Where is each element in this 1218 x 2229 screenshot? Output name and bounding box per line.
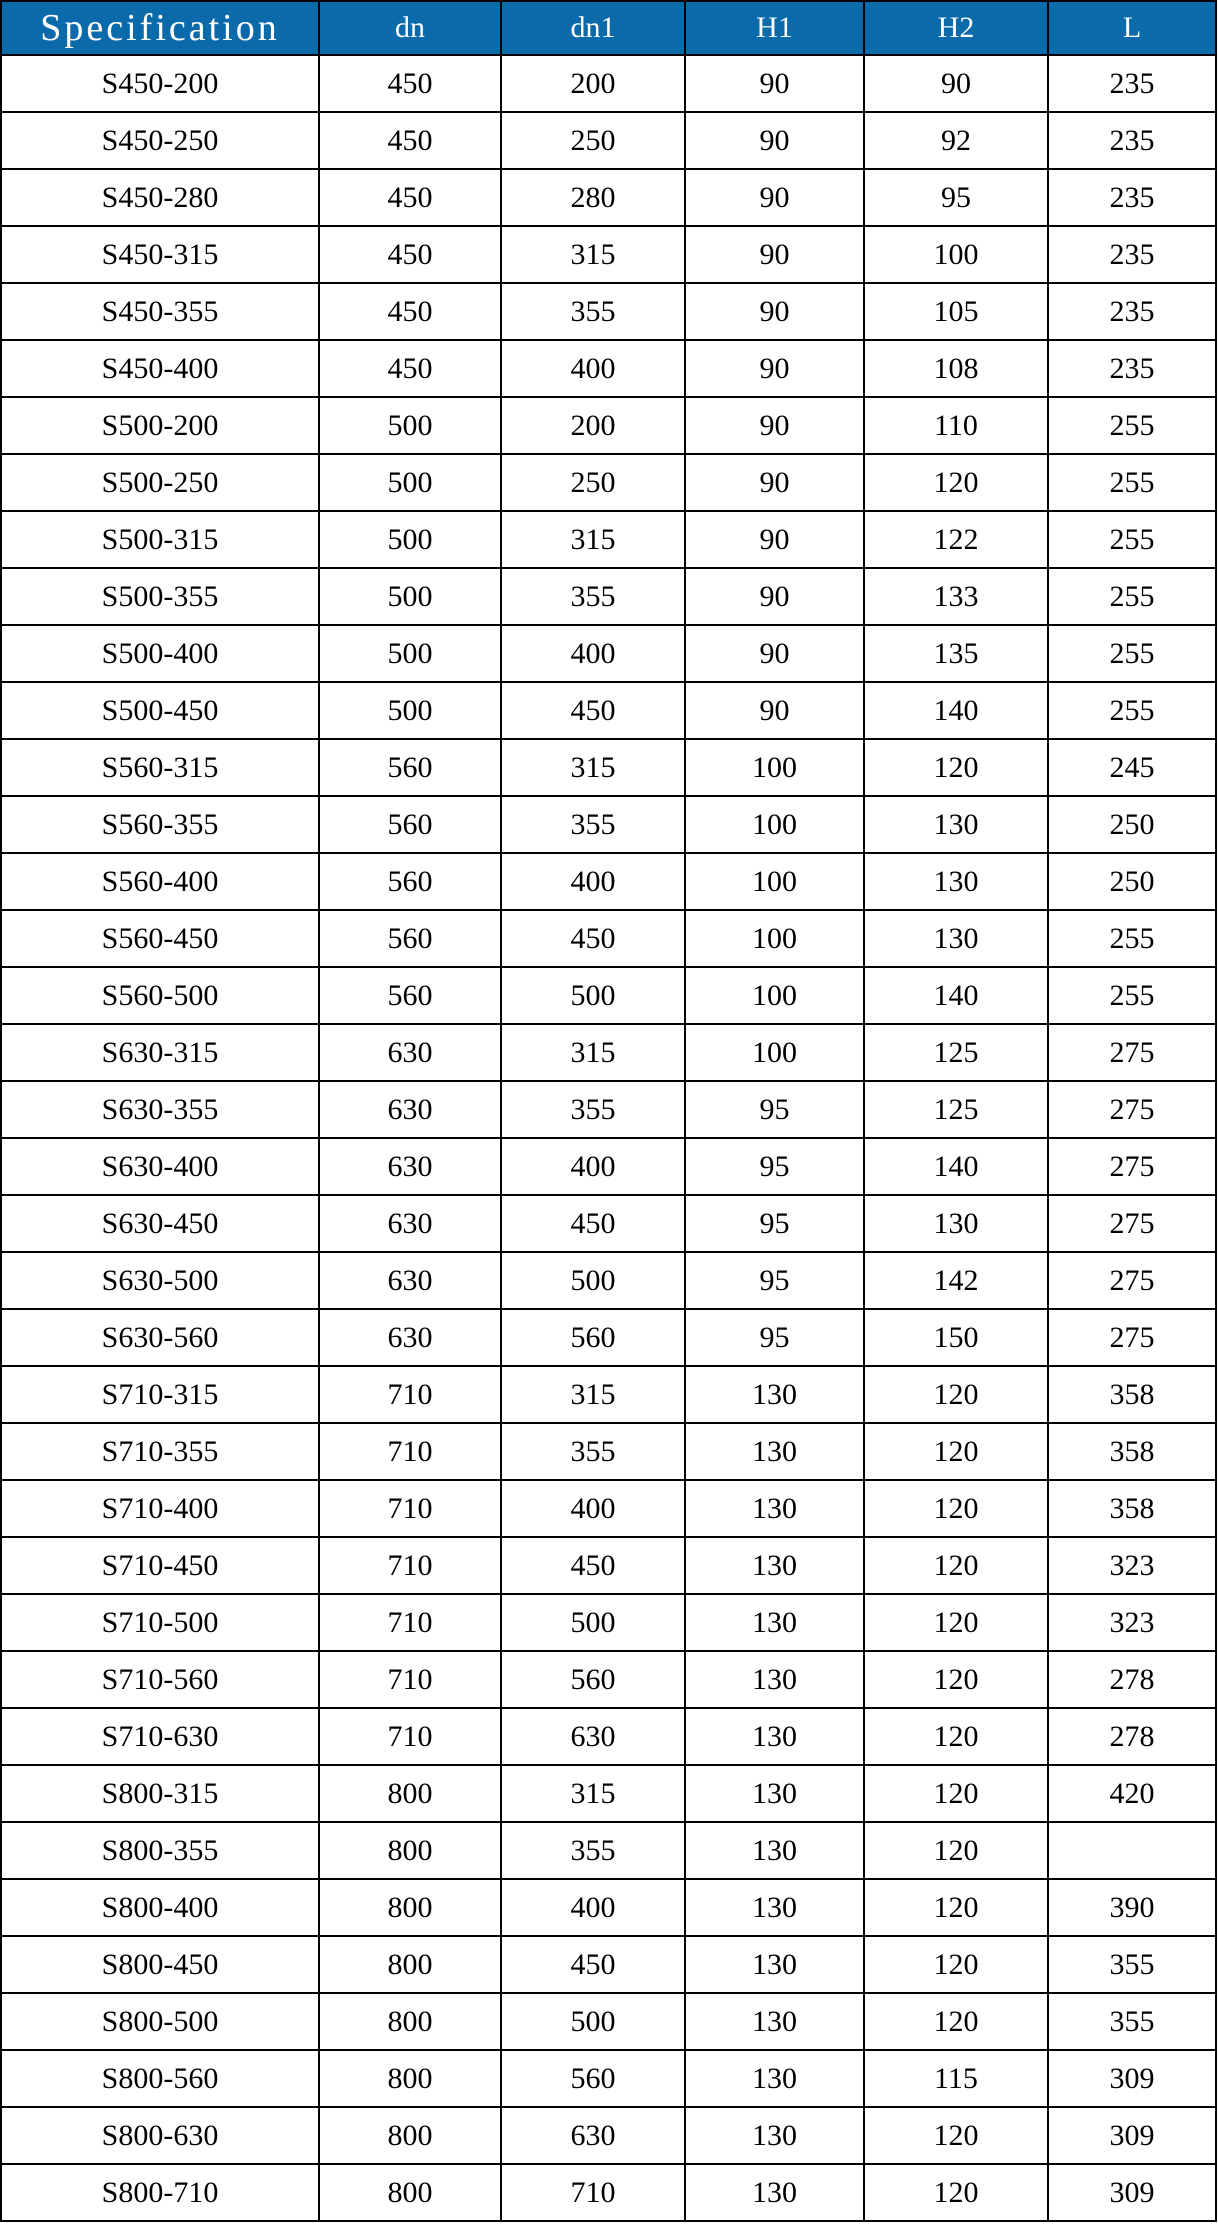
value-cell-h2: 140 bbox=[864, 967, 1048, 1024]
spec-cell: S800-450 bbox=[1, 1936, 319, 1993]
value-cell-h2: 140 bbox=[864, 682, 1048, 739]
header-row bbox=[1, 1, 1216, 55]
table-row bbox=[1, 796, 1216, 853]
column-header-dn: dn bbox=[319, 1, 501, 55]
value-cell-l: 255 bbox=[1048, 910, 1216, 967]
value-cell-l: 323 bbox=[1048, 1537, 1216, 1594]
value-cell-dn: 450 bbox=[319, 226, 501, 283]
value-cell-h2: 120 bbox=[864, 1936, 1048, 1993]
spec-cell: S710-500 bbox=[1, 1594, 319, 1651]
value-cell-dn: 710 bbox=[319, 1480, 501, 1537]
table-row bbox=[1, 1651, 1216, 1708]
value-cell-dn1: 400 bbox=[501, 1138, 685, 1195]
value-cell-l: 255 bbox=[1048, 397, 1216, 454]
value-cell-h2: 120 bbox=[864, 1651, 1048, 1708]
value-cell-h1: 90 bbox=[685, 625, 864, 682]
table-row bbox=[1, 1480, 1216, 1537]
column-header-h1: H1 bbox=[685, 1, 864, 55]
value-cell-l: 255 bbox=[1048, 625, 1216, 682]
value-cell-l: 235 bbox=[1048, 112, 1216, 169]
spec-cell: S560-500 bbox=[1, 967, 319, 1024]
value-cell-h1: 90 bbox=[685, 283, 864, 340]
table-row bbox=[1, 1993, 1216, 2050]
spec-cell: S450-315 bbox=[1, 226, 319, 283]
table-header bbox=[1, 1, 1216, 55]
table-row bbox=[1, 1138, 1216, 1195]
table-row bbox=[1, 283, 1216, 340]
value-cell-dn1: 450 bbox=[501, 910, 685, 967]
value-cell-dn1: 315 bbox=[501, 1366, 685, 1423]
value-cell-h1: 130 bbox=[685, 1366, 864, 1423]
spec-cell: S800-355 bbox=[1, 1822, 319, 1879]
spec-cell: S710-400 bbox=[1, 1480, 319, 1537]
column-header-l: L bbox=[1048, 1, 1216, 55]
column-header-spec: Specification bbox=[1, 1, 319, 55]
table-row bbox=[1, 1366, 1216, 1423]
value-cell-dn: 450 bbox=[319, 55, 501, 112]
value-cell-dn: 710 bbox=[319, 1366, 501, 1423]
value-cell-h2: 90 bbox=[864, 55, 1048, 112]
table-row bbox=[1, 1822, 1216, 1879]
spec-cell: S710-630 bbox=[1, 1708, 319, 1765]
value-cell-dn1: 500 bbox=[501, 967, 685, 1024]
value-cell-l: 250 bbox=[1048, 796, 1216, 853]
value-cell-h2: 115 bbox=[864, 2050, 1048, 2107]
spec-cell: S800-630 bbox=[1, 2107, 319, 2164]
value-cell-l: 309 bbox=[1048, 2050, 1216, 2107]
table-row bbox=[1, 1195, 1216, 1252]
value-cell-h2: 105 bbox=[864, 283, 1048, 340]
value-cell-l: 355 bbox=[1048, 1993, 1216, 2050]
table-row bbox=[1, 340, 1216, 397]
table-row bbox=[1, 568, 1216, 625]
spec-cell: S500-250 bbox=[1, 454, 319, 511]
table-row bbox=[1, 1765, 1216, 1822]
value-cell-dn: 450 bbox=[319, 283, 501, 340]
value-cell-dn1: 400 bbox=[501, 1480, 685, 1537]
value-cell-dn: 800 bbox=[319, 1993, 501, 2050]
value-cell-h2: 140 bbox=[864, 1138, 1048, 1195]
value-cell-h2: 120 bbox=[864, 1594, 1048, 1651]
value-cell-l: 255 bbox=[1048, 967, 1216, 1024]
value-cell-h2: 133 bbox=[864, 568, 1048, 625]
value-cell-h2: 130 bbox=[864, 796, 1048, 853]
table-row bbox=[1, 1594, 1216, 1651]
table-row bbox=[1, 1252, 1216, 1309]
value-cell-dn: 800 bbox=[319, 1879, 501, 1936]
table-row bbox=[1, 511, 1216, 568]
value-cell-h2: 130 bbox=[864, 853, 1048, 910]
spec-cell: S630-560 bbox=[1, 1309, 319, 1366]
value-cell-dn: 800 bbox=[319, 1936, 501, 1993]
value-cell-dn1: 450 bbox=[501, 682, 685, 739]
spec-cell: S710-560 bbox=[1, 1651, 319, 1708]
value-cell-h2: 92 bbox=[864, 112, 1048, 169]
value-cell-h2: 122 bbox=[864, 511, 1048, 568]
value-cell-h1: 100 bbox=[685, 910, 864, 967]
value-cell-h2: 120 bbox=[864, 739, 1048, 796]
value-cell-h2: 108 bbox=[864, 340, 1048, 397]
value-cell-dn1: 250 bbox=[501, 454, 685, 511]
value-cell-h1: 90 bbox=[685, 169, 864, 226]
value-cell-l: 420 bbox=[1048, 1765, 1216, 1822]
value-cell-dn1: 710 bbox=[501, 2164, 685, 2221]
spec-cell: S630-355 bbox=[1, 1081, 319, 1138]
table-row bbox=[1, 625, 1216, 682]
value-cell-dn1: 450 bbox=[501, 1537, 685, 1594]
value-cell-dn: 630 bbox=[319, 1195, 501, 1252]
value-cell-h2: 125 bbox=[864, 1024, 1048, 1081]
value-cell-h2: 120 bbox=[864, 454, 1048, 511]
value-cell-dn1: 560 bbox=[501, 1651, 685, 1708]
value-cell-dn: 500 bbox=[319, 454, 501, 511]
value-cell-l: 275 bbox=[1048, 1195, 1216, 1252]
value-cell-l: 235 bbox=[1048, 340, 1216, 397]
value-cell-h1: 100 bbox=[685, 796, 864, 853]
value-cell-h2: 120 bbox=[864, 1879, 1048, 1936]
table-row bbox=[1, 1024, 1216, 1081]
value-cell-h1: 130 bbox=[685, 1822, 864, 1879]
value-cell-l: 255 bbox=[1048, 682, 1216, 739]
spec-cell: S450-355 bbox=[1, 283, 319, 340]
value-cell-l: 245 bbox=[1048, 739, 1216, 796]
spec-cell: S500-450 bbox=[1, 682, 319, 739]
value-cell-dn: 450 bbox=[319, 112, 501, 169]
value-cell-l: 390 bbox=[1048, 1879, 1216, 1936]
value-cell-dn1: 280 bbox=[501, 169, 685, 226]
value-cell-dn1: 355 bbox=[501, 1822, 685, 1879]
value-cell-h1: 130 bbox=[685, 1993, 864, 2050]
value-cell-dn: 560 bbox=[319, 853, 501, 910]
value-cell-h2: 135 bbox=[864, 625, 1048, 682]
value-cell-l: 358 bbox=[1048, 1423, 1216, 1480]
value-cell-dn: 560 bbox=[319, 910, 501, 967]
value-cell-h1: 95 bbox=[685, 1252, 864, 1309]
value-cell-l: 278 bbox=[1048, 1708, 1216, 1765]
value-cell-h1: 130 bbox=[685, 1879, 864, 1936]
value-cell-dn1: 355 bbox=[501, 1081, 685, 1138]
value-cell-dn: 710 bbox=[319, 1651, 501, 1708]
value-cell-h2: 120 bbox=[864, 1708, 1048, 1765]
value-cell-h1: 100 bbox=[685, 967, 864, 1024]
value-cell-dn: 710 bbox=[319, 1708, 501, 1765]
value-cell-h1: 90 bbox=[685, 682, 864, 739]
value-cell-dn: 630 bbox=[319, 1081, 501, 1138]
value-cell-dn1: 400 bbox=[501, 625, 685, 682]
spec-cell: S800-560 bbox=[1, 2050, 319, 2107]
table-row bbox=[1, 2050, 1216, 2107]
value-cell-h2: 120 bbox=[864, 1423, 1048, 1480]
value-cell-dn1: 500 bbox=[501, 1594, 685, 1651]
spec-cell: S800-710 bbox=[1, 2164, 319, 2221]
spec-cell: S500-355 bbox=[1, 568, 319, 625]
value-cell-dn1: 500 bbox=[501, 1993, 685, 2050]
value-cell-h1: 95 bbox=[685, 1195, 864, 1252]
value-cell-dn1: 355 bbox=[501, 283, 685, 340]
value-cell-h2: 130 bbox=[864, 1195, 1048, 1252]
value-cell-h2: 120 bbox=[864, 2164, 1048, 2221]
table-row bbox=[1, 454, 1216, 511]
spec-cell: S500-200 bbox=[1, 397, 319, 454]
value-cell-dn: 500 bbox=[319, 625, 501, 682]
table-row bbox=[1, 1936, 1216, 1993]
value-cell-dn1: 400 bbox=[501, 340, 685, 397]
value-cell-l: 255 bbox=[1048, 568, 1216, 625]
value-cell-l: 323 bbox=[1048, 1594, 1216, 1651]
value-cell-h1: 100 bbox=[685, 853, 864, 910]
value-cell-dn1: 200 bbox=[501, 55, 685, 112]
spec-cell: S800-500 bbox=[1, 1993, 319, 2050]
value-cell-h2: 150 bbox=[864, 1309, 1048, 1366]
value-cell-dn: 710 bbox=[319, 1537, 501, 1594]
value-cell-l: 255 bbox=[1048, 511, 1216, 568]
spec-cell: S450-280 bbox=[1, 169, 319, 226]
table-body bbox=[1, 55, 1216, 2221]
value-cell-l bbox=[1048, 1822, 1216, 1879]
table-row bbox=[1, 397, 1216, 454]
value-cell-h2: 120 bbox=[864, 1822, 1048, 1879]
value-cell-dn1: 200 bbox=[501, 397, 685, 454]
column-header-dn1: dn1 bbox=[501, 1, 685, 55]
value-cell-dn1: 400 bbox=[501, 1879, 685, 1936]
value-cell-dn: 500 bbox=[319, 397, 501, 454]
spec-cell: S800-315 bbox=[1, 1765, 319, 1822]
value-cell-dn: 500 bbox=[319, 682, 501, 739]
table-row bbox=[1, 55, 1216, 112]
value-cell-l: 358 bbox=[1048, 1480, 1216, 1537]
value-cell-l: 355 bbox=[1048, 1936, 1216, 1993]
value-cell-l: 309 bbox=[1048, 2107, 1216, 2164]
value-cell-h1: 90 bbox=[685, 511, 864, 568]
value-cell-dn: 800 bbox=[319, 2164, 501, 2221]
value-cell-l: 278 bbox=[1048, 1651, 1216, 1708]
value-cell-dn: 630 bbox=[319, 1138, 501, 1195]
value-cell-dn1: 630 bbox=[501, 2107, 685, 2164]
spec-cell: S500-315 bbox=[1, 511, 319, 568]
value-cell-dn: 500 bbox=[319, 568, 501, 625]
value-cell-l: 309 bbox=[1048, 2164, 1216, 2221]
table-row bbox=[1, 1708, 1216, 1765]
spec-cell: S500-400 bbox=[1, 625, 319, 682]
value-cell-l: 275 bbox=[1048, 1138, 1216, 1195]
value-cell-h2: 142 bbox=[864, 1252, 1048, 1309]
value-cell-h1: 130 bbox=[685, 1594, 864, 1651]
value-cell-dn: 800 bbox=[319, 1822, 501, 1879]
value-cell-h1: 90 bbox=[685, 226, 864, 283]
value-cell-h1: 90 bbox=[685, 55, 864, 112]
table-row bbox=[1, 2164, 1216, 2221]
value-cell-h1: 95 bbox=[685, 1138, 864, 1195]
value-cell-h1: 130 bbox=[685, 2107, 864, 2164]
value-cell-h1: 100 bbox=[685, 739, 864, 796]
table-row bbox=[1, 1537, 1216, 1594]
value-cell-l: 235 bbox=[1048, 169, 1216, 226]
table-row bbox=[1, 169, 1216, 226]
value-cell-h1: 90 bbox=[685, 568, 864, 625]
value-cell-dn: 560 bbox=[319, 796, 501, 853]
value-cell-h2: 120 bbox=[864, 1366, 1048, 1423]
spec-cell: S560-450 bbox=[1, 910, 319, 967]
spec-cell: S450-200 bbox=[1, 55, 319, 112]
spec-cell: S560-315 bbox=[1, 739, 319, 796]
spec-cell: S450-250 bbox=[1, 112, 319, 169]
value-cell-l: 250 bbox=[1048, 853, 1216, 910]
value-cell-h2: 120 bbox=[864, 1765, 1048, 1822]
table-row bbox=[1, 1423, 1216, 1480]
value-cell-h2: 120 bbox=[864, 1480, 1048, 1537]
value-cell-h1: 130 bbox=[685, 1936, 864, 1993]
value-cell-dn1: 315 bbox=[501, 226, 685, 283]
value-cell-dn1: 560 bbox=[501, 1309, 685, 1366]
value-cell-l: 275 bbox=[1048, 1081, 1216, 1138]
value-cell-dn1: 250 bbox=[501, 112, 685, 169]
value-cell-h2: 95 bbox=[864, 169, 1048, 226]
table-row bbox=[1, 1081, 1216, 1138]
value-cell-dn1: 355 bbox=[501, 568, 685, 625]
value-cell-h2: 120 bbox=[864, 1537, 1048, 1594]
spec-cell: S800-400 bbox=[1, 1879, 319, 1936]
value-cell-dn1: 450 bbox=[501, 1936, 685, 1993]
spec-cell: S630-450 bbox=[1, 1195, 319, 1252]
table-row bbox=[1, 853, 1216, 910]
value-cell-dn1: 355 bbox=[501, 1423, 685, 1480]
value-cell-h1: 90 bbox=[685, 454, 864, 511]
value-cell-dn1: 315 bbox=[501, 511, 685, 568]
value-cell-dn: 630 bbox=[319, 1024, 501, 1081]
table-row bbox=[1, 967, 1216, 1024]
spec-cell: S450-400 bbox=[1, 340, 319, 397]
value-cell-h1: 130 bbox=[685, 2164, 864, 2221]
value-cell-dn: 800 bbox=[319, 2107, 501, 2164]
value-cell-l: 275 bbox=[1048, 1024, 1216, 1081]
spec-cell: S630-315 bbox=[1, 1024, 319, 1081]
value-cell-h2: 100 bbox=[864, 226, 1048, 283]
value-cell-h1: 130 bbox=[685, 1480, 864, 1537]
table-row bbox=[1, 682, 1216, 739]
value-cell-l: 235 bbox=[1048, 55, 1216, 112]
value-cell-dn: 630 bbox=[319, 1309, 501, 1366]
value-cell-dn: 800 bbox=[319, 1765, 501, 1822]
value-cell-h2: 120 bbox=[864, 2107, 1048, 2164]
value-cell-dn1: 450 bbox=[501, 1195, 685, 1252]
value-cell-l: 235 bbox=[1048, 283, 1216, 340]
value-cell-h1: 130 bbox=[685, 1423, 864, 1480]
spec-cell: S710-315 bbox=[1, 1366, 319, 1423]
spec-cell: S710-450 bbox=[1, 1537, 319, 1594]
spec-cell: S630-400 bbox=[1, 1138, 319, 1195]
value-cell-dn: 450 bbox=[319, 340, 501, 397]
spec-cell: S560-355 bbox=[1, 796, 319, 853]
value-cell-dn: 710 bbox=[319, 1594, 501, 1651]
value-cell-h1: 130 bbox=[685, 1651, 864, 1708]
value-cell-h2: 120 bbox=[864, 1993, 1048, 2050]
value-cell-l: 358 bbox=[1048, 1366, 1216, 1423]
value-cell-l: 275 bbox=[1048, 1309, 1216, 1366]
table-row bbox=[1, 2107, 1216, 2164]
spec-cell: S560-400 bbox=[1, 853, 319, 910]
value-cell-dn: 710 bbox=[319, 1423, 501, 1480]
value-cell-dn1: 315 bbox=[501, 739, 685, 796]
value-cell-h1: 130 bbox=[685, 2050, 864, 2107]
value-cell-dn1: 630 bbox=[501, 1708, 685, 1765]
spec-cell: S710-355 bbox=[1, 1423, 319, 1480]
spec-cell: S630-500 bbox=[1, 1252, 319, 1309]
value-cell-l: 275 bbox=[1048, 1252, 1216, 1309]
table-row bbox=[1, 910, 1216, 967]
value-cell-h1: 95 bbox=[685, 1081, 864, 1138]
value-cell-dn1: 355 bbox=[501, 796, 685, 853]
value-cell-dn1: 315 bbox=[501, 1765, 685, 1822]
value-cell-h1: 90 bbox=[685, 340, 864, 397]
value-cell-h2: 125 bbox=[864, 1081, 1048, 1138]
table-row bbox=[1, 226, 1216, 283]
value-cell-h1: 130 bbox=[685, 1765, 864, 1822]
value-cell-h2: 110 bbox=[864, 397, 1048, 454]
value-cell-dn: 800 bbox=[319, 2050, 501, 2107]
value-cell-dn1: 400 bbox=[501, 853, 685, 910]
value-cell-dn1: 500 bbox=[501, 1252, 685, 1309]
value-cell-l: 235 bbox=[1048, 226, 1216, 283]
value-cell-h1: 90 bbox=[685, 112, 864, 169]
table-row bbox=[1, 1309, 1216, 1366]
value-cell-l: 255 bbox=[1048, 454, 1216, 511]
table-row bbox=[1, 739, 1216, 796]
value-cell-h1: 90 bbox=[685, 397, 864, 454]
value-cell-dn: 560 bbox=[319, 739, 501, 796]
value-cell-h1: 100 bbox=[685, 1024, 864, 1081]
value-cell-dn1: 315 bbox=[501, 1024, 685, 1081]
value-cell-dn: 450 bbox=[319, 169, 501, 226]
value-cell-h1: 130 bbox=[685, 1708, 864, 1765]
value-cell-dn1: 560 bbox=[501, 2050, 685, 2107]
value-cell-h2: 130 bbox=[864, 910, 1048, 967]
table-row bbox=[1, 112, 1216, 169]
value-cell-h1: 130 bbox=[685, 1537, 864, 1594]
table-row bbox=[1, 1879, 1216, 1936]
value-cell-h1: 95 bbox=[685, 1309, 864, 1366]
column-header-h2: H2 bbox=[864, 1, 1048, 55]
value-cell-dn: 500 bbox=[319, 511, 501, 568]
value-cell-dn: 560 bbox=[319, 967, 501, 1024]
value-cell-dn: 630 bbox=[319, 1252, 501, 1309]
